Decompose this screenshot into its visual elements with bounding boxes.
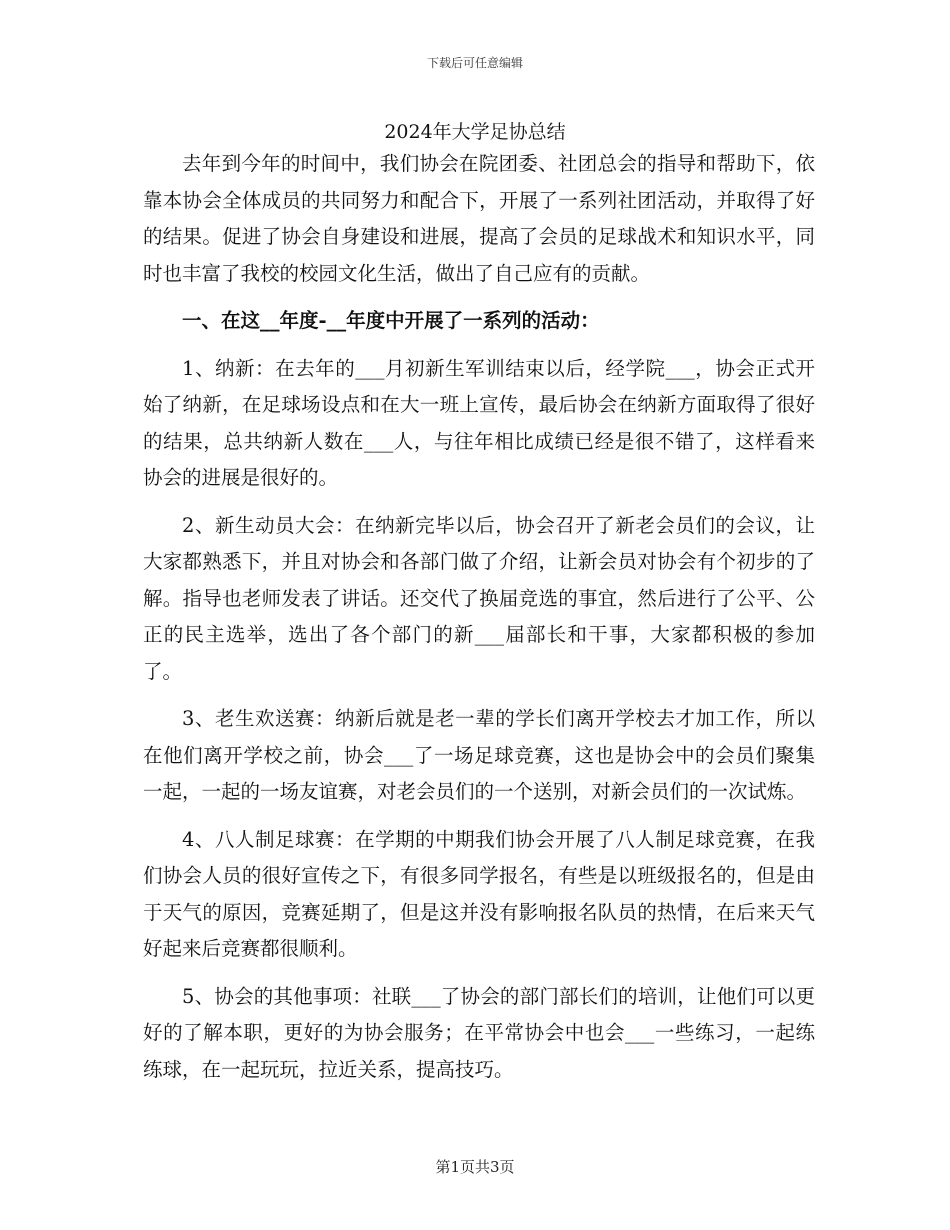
item-other-matters: 5、协会的其他事项：社联___了协会的部门部长们的培训，让他们可以更好的了解本职，更好的为协会服务；在平常协会中也会___一些练习，一起练练球，在一起玩玩，拉近关系，提高技巧。 [143,984,815,1081]
page-number: 第1页共3页 [435,1158,515,1176]
item-freshman-meeting: 2、新生动员大会：在纳新完毕以后，协会召开了新老会员们的会议，让大家都熟悉下，并且对协会和各部门做了介绍，让新会员对协会有个初步的了解。指导也老师发表了讲话。还交代了换届竞选的事宜，然后进行了公平、公正的民主选举，选出了各个部门的新___届部长和干事，大家都积极的参加了。 [143,513,815,683]
header-note: 下载后可任意编辑 [426,56,523,70]
document-body [143,146,815,1099]
intro-paragraph: 去年到今年的时间中，我们协会在院团委、社团总会的指导和帮助下，依靠本协会全体成员的共同努力和配合下，开展了一系列社团活动，并取得了好的结果。促进了协会自身建设和进展，提高了会员的足球战术和知识水平，同时也丰富了我校的校园文化生活，做出了自己应有的贡献。 [143,152,815,285]
section-heading: 一、在这__年度-__年度中开展了一系列的活动： [182,309,600,332]
item-recruitment: 1、纳新：在去年的___月初新生军训结束以后，经学院___，协会正式开始了纳新，在足球场设点和在大一班上宣传，最后协会在纳新方面取得了很好的结果，总共纳新人数在___人，与往年相比成绩已经是很不错了，这样看来协会的进展是很好的。 [143,356,815,489]
item-eight-a-side: 4、八人制足球赛：在学期的中期我们协会开展了八人制足球竞赛，在我们协会人员的很好宣传之下，有很多同学报名，有些是以班级报名的，但是由于天气的原因，竞赛延期了，但是这并没有影响报名队员的热情，在后来天气好起来后竞赛都很顺利。 [143,827,815,960]
item-farewell-match: 3、老生欢送赛：纳新后就是老一辈的学长们离开学校去才加工作，所以在他们离开学校之前，协会___了一场足球竞赛，这也是协会中的会员们聚集一起，一起的一场友谊赛，对老会员们的一个送别，对新会员们的一次试炼。 [143,707,815,803]
document-title: 2024年大学足协总结 [384,121,566,143]
